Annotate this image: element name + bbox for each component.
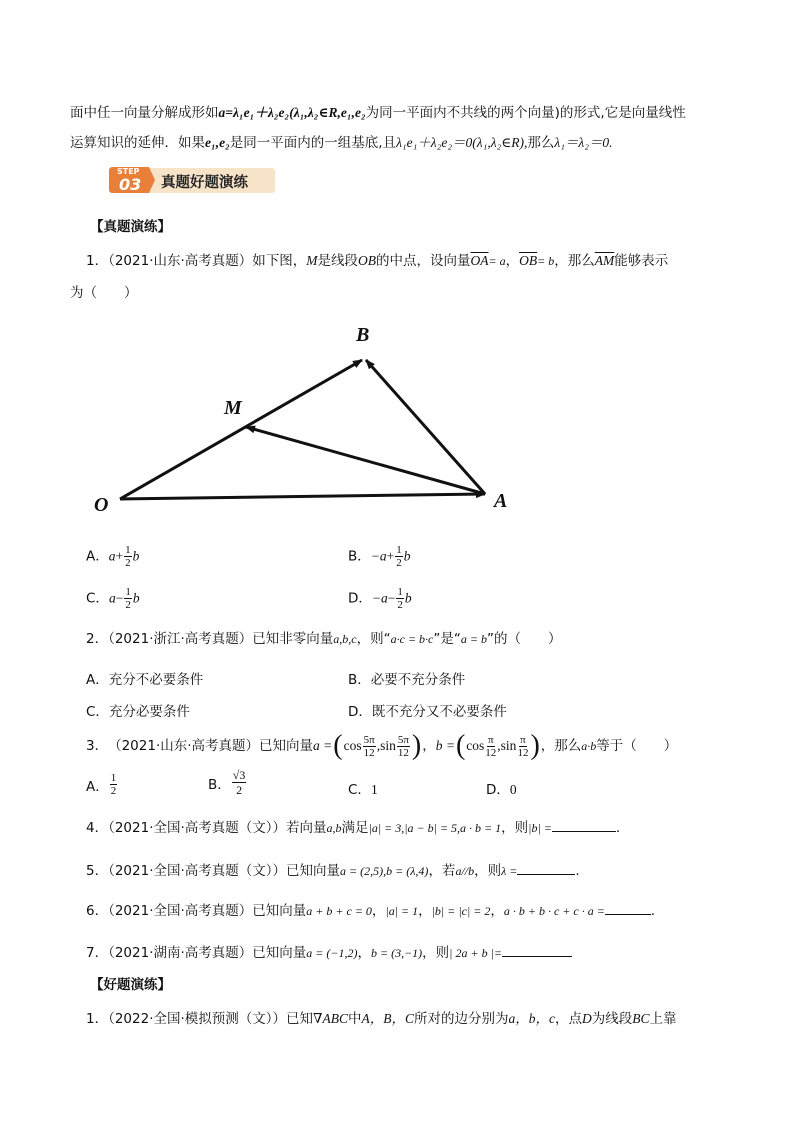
question-text: 如下图， <box>252 253 307 269</box>
question-text: 的中点，设向量 <box>376 253 471 269</box>
q3-option-A[interactable] <box>86 772 118 797</box>
math-expr: b <box>132 590 140 606</box>
fraction-denominator: 2 <box>396 557 402 569</box>
math-var: OB <box>358 253 377 268</box>
question-number: 7． <box>86 945 109 961</box>
q2-option-B[interactable]: B．必要不充分条件 <box>348 672 466 688</box>
question-text: 已知向量 <box>259 738 314 754</box>
math-fn: cos <box>466 738 485 753</box>
math-expr: a·b <box>581 739 597 753</box>
math-expr: a,b,c <box>333 632 357 646</box>
math-var: BC <box>632 1011 650 1026</box>
step-title: 真题好题演练 <box>161 175 248 191</box>
vector-AM: $\overline{AM}$ <box>594 253 615 268</box>
fraction-numerator: √3 <box>232 768 246 782</box>
fraction-denominator: 2 <box>125 599 131 611</box>
answer-blank[interactable] <box>517 874 575 875</box>
question-text: ，那么 <box>540 738 582 754</box>
point-label-M: M <box>224 397 242 419</box>
question-text: 等于（ ） <box>596 738 678 754</box>
fraction <box>124 544 132 569</box>
math-var: M <box>306 253 318 268</box>
math-expr: a <box>108 548 116 564</box>
fraction <box>363 734 376 759</box>
q2-option-A[interactable]: A．充分不必要条件 <box>86 672 204 688</box>
segment-AB <box>366 360 485 494</box>
intro-line-2 <box>70 134 613 152</box>
close-paren: ) <box>411 730 422 761</box>
question-text: 已知向量 <box>252 903 307 919</box>
question-source: （2021·湖南·高考真题） <box>108 945 253 961</box>
math-expr: λ = <box>501 864 518 878</box>
question-4 <box>86 819 620 837</box>
intro-text: 那么 <box>527 135 555 151</box>
math-expr: b <box>403 548 411 564</box>
intro-text: 为同一平面内不共线的两个向量)的形式,它是向量线性 <box>365 105 686 121</box>
question-text: 已知向量 <box>286 863 341 879</box>
q1-option-A[interactable] <box>86 544 139 569</box>
math-expr: ∇ABC <box>313 1011 348 1026</box>
triangle-figure <box>90 320 520 520</box>
math-expr: |a| = 3,|a − b| = 5,a · b = 1 <box>368 821 502 835</box>
question-source: （2021·全国·高考真题（文）） <box>108 863 287 879</box>
fraction-numerator: 5π <box>397 733 409 746</box>
fraction <box>232 768 247 797</box>
question-source: （2021·全国·高考真题） <box>108 903 253 919</box>
math-expr: b = <box>435 738 455 753</box>
good-question-1 <box>86 1010 677 1028</box>
question-text: ，则“ <box>356 631 391 647</box>
option-value: 1 <box>370 782 378 797</box>
question-text: ，那么 <box>554 253 595 269</box>
open-paren: ( <box>455 730 466 761</box>
point-label-A: A <box>494 490 508 512</box>
question-1 <box>86 252 668 270</box>
segment-OB <box>120 360 362 499</box>
math-expr: b = (3,−1) <box>370 946 423 960</box>
question-2 <box>86 630 561 648</box>
fraction-denominator: 12 <box>363 746 375 759</box>
option-value: 0 <box>509 782 517 797</box>
question-source: （2021·全国·高考真题（文）） <box>108 820 287 836</box>
math-expr: a = (−1,2) <box>306 946 358 960</box>
q3-option-C[interactable] <box>348 778 378 798</box>
question-text: ， <box>505 253 520 269</box>
math-var: D <box>581 1011 592 1026</box>
question-text: ， <box>418 903 432 919</box>
answer-blank[interactable] <box>552 831 616 832</box>
segment-AM <box>246 427 485 494</box>
math-fn: sin <box>380 738 396 753</box>
question-text: 已知 <box>286 1011 314 1027</box>
question-3: 3． （2021·山东·高考真题） 已知向量 a = ( cos $\frac{5\pi}{12}$ , sin $\frac{5\pi}{12}$ ) ， b = ( cos $\frac{\pi}{12}$ , sin $\frac{\pi}{12}$ ) ，那么 a·b 等于（ ） <box>86 730 678 761</box>
fraction <box>517 734 528 759</box>
question-text: 能够表示 <box>614 253 669 269</box>
point-label-O: O <box>94 494 109 516</box>
math-expr: A，B，C <box>361 1011 414 1026</box>
math-expr: a + b + c = 0 <box>306 904 372 918</box>
fraction-denominator: 2 <box>397 599 403 611</box>
question-number: 5． <box>86 863 109 879</box>
q1-option-B[interactable] <box>348 544 411 569</box>
option-label: D． <box>486 782 510 798</box>
question-text: ，则 <box>474 863 502 879</box>
fraction <box>124 586 132 611</box>
question-number: 1． <box>86 1011 109 1027</box>
option-label: D． <box>348 590 372 607</box>
question-source: （2022·全国·模拟预测（文）） <box>108 1011 287 1027</box>
math-sign: − <box>387 590 396 606</box>
option-label: B． <box>348 548 371 565</box>
question-number: 2． <box>86 631 109 647</box>
step-badge <box>105 166 277 194</box>
question-number: 3． <box>86 738 109 754</box>
fraction-numerator: π <box>488 733 494 746</box>
math-expr: |b| = |c| = 2 <box>431 904 491 918</box>
question-text: ，若 <box>428 863 456 879</box>
question-text: 满足 <box>341 820 369 836</box>
vector-OA: $\overline{OA}$ <box>470 253 489 268</box>
fraction-denominator: 2 <box>236 783 243 797</box>
intro-line-1 <box>70 104 686 122</box>
question-text: 已知向量 <box>252 945 307 961</box>
question-text: 中 <box>347 1011 362 1027</box>
question-text: . <box>615 820 621 836</box>
math-fn: cos <box>343 738 362 753</box>
question-text: ， <box>357 945 371 961</box>
fraction-denominator: 12 <box>397 746 409 759</box>
math-expr: −a <box>371 590 388 606</box>
vector-OB: $\overline{OB}$ <box>519 253 538 268</box>
math-expr: a <box>108 590 116 606</box>
fraction <box>110 772 118 797</box>
question-text: 为线段 <box>591 1011 633 1027</box>
question-text: . <box>650 903 656 919</box>
question-source: （2021·山东·高考真题） <box>108 738 260 754</box>
q1-option-D[interactable] <box>348 586 412 611</box>
math-expr: = b <box>537 254 555 268</box>
intro-formula: a=λ₁e₁＋λ₂e₂(λ₁,λ₂∈R,e₁,e₂ <box>218 105 366 120</box>
math-expr: a · b + b · c + c · a = <box>503 904 605 918</box>
math-sign: + <box>115 548 124 564</box>
math-expr: b <box>132 548 140 564</box>
question-text: ”的（ ） <box>486 631 562 647</box>
question-number: 1． <box>86 253 109 269</box>
fraction <box>485 734 496 759</box>
answer-blank[interactable] <box>502 956 572 957</box>
math-expr: b <box>404 590 412 606</box>
fraction-numerator: 1 <box>396 544 402 556</box>
math-expr: |b| = <box>528 821 552 835</box>
fraction-denominator: 2 <box>125 557 131 569</box>
math-expr: a·c = b·c <box>390 632 434 646</box>
question-text: ， <box>371 903 386 919</box>
fraction-numerator: 1 <box>110 772 117 784</box>
fraction <box>396 586 404 611</box>
section-zhenti: 【真题演练】 <box>90 219 171 235</box>
math-expr: a//b <box>455 864 475 878</box>
math-expr: = a <box>488 254 506 268</box>
fraction-denominator: 2 <box>110 785 117 797</box>
math-expr: a,b <box>326 821 342 835</box>
math-expr: a = b <box>460 632 487 646</box>
fraction-denominator: 12 <box>517 746 529 759</box>
q3-option-D[interactable] <box>486 778 517 798</box>
math-expr: a = <box>313 738 333 753</box>
math-sign: − <box>115 590 124 606</box>
step-label: STEP <box>117 167 140 176</box>
question-text: ，则 <box>422 945 450 961</box>
step-number: 03 <box>119 175 142 194</box>
q3-option-B[interactable] <box>208 768 247 797</box>
question-1-line-2: 为（ ） <box>70 285 138 301</box>
math-expr: a，b，c <box>508 1011 555 1026</box>
math-expr: −a <box>370 548 387 564</box>
q2-option-D[interactable]: D．既不充分又不必要条件 <box>348 704 507 720</box>
close-paren: ) <box>530 730 540 761</box>
question-text: ， <box>490 903 504 919</box>
question-text: ”是“ <box>433 631 461 647</box>
fraction-denominator: 12 <box>485 746 497 759</box>
question-text: . <box>575 863 580 879</box>
question-text: 是线段 <box>317 253 359 269</box>
fraction-numerator: 5π <box>363 733 375 746</box>
question-text: ，则 <box>501 820 529 836</box>
question-text: 所对的边分别为 <box>413 1011 509 1027</box>
fraction <box>397 734 410 759</box>
q2-option-C[interactable]: C．充分必要条件 <box>86 704 190 720</box>
fraction-numerator: 1 <box>397 586 403 598</box>
open-paren: ( <box>333 730 343 761</box>
point-label-B: B <box>356 324 370 346</box>
q1-option-C[interactable] <box>86 586 140 611</box>
option-label: C． <box>86 590 109 607</box>
fraction-numerator: π <box>520 733 526 746</box>
question-text: ，点 <box>554 1011 582 1027</box>
question-number: 4． <box>86 820 109 836</box>
math-fn: sin <box>500 738 517 753</box>
option-label: A． <box>86 778 109 795</box>
question-7 <box>86 944 572 962</box>
question-5 <box>86 862 580 880</box>
option-label: B． <box>208 776 231 793</box>
question-text: 若向量 <box>286 820 327 836</box>
fraction-numerator: 1 <box>125 544 131 556</box>
section-haoti: 【好题演练】 <box>90 977 171 993</box>
fraction <box>395 544 403 569</box>
intro-text: 面中任一向量分解成形如 <box>70 105 219 121</box>
question-source: （2021·浙江·高考真题） <box>108 631 253 647</box>
intro-formula: λ₁＝λ₂＝0. <box>554 135 613 150</box>
question-6 <box>86 902 655 920</box>
question-text: 已知非零向量 <box>252 631 334 647</box>
intro-text: 运算知识的延伸．如果 <box>70 135 205 151</box>
fraction-numerator: 1 <box>125 586 131 598</box>
math-sign: + <box>386 548 395 564</box>
option-label: A． <box>86 548 109 565</box>
segment-OA <box>120 494 485 499</box>
intro-formula: λ₁e₁＋λ₂e₂＝0(λ₁,λ₂∈R), <box>396 135 528 150</box>
math-expr: | 2a + b |= <box>449 946 502 960</box>
intro-text: 是同一平面内的一组基底,且 <box>229 135 397 151</box>
question-text: 上靠 <box>649 1011 677 1027</box>
answer-blank[interactable] <box>605 914 651 915</box>
question-number: 6． <box>86 903 109 919</box>
option-label: C． <box>348 782 371 798</box>
math-expr: |a| = 1 <box>385 904 419 918</box>
intro-formula: e₁,e₂ <box>205 135 230 150</box>
math-expr: a = (2,5),b = (λ,4) <box>340 864 429 878</box>
question-source: （2021·山东·高考真题） <box>108 253 253 269</box>
